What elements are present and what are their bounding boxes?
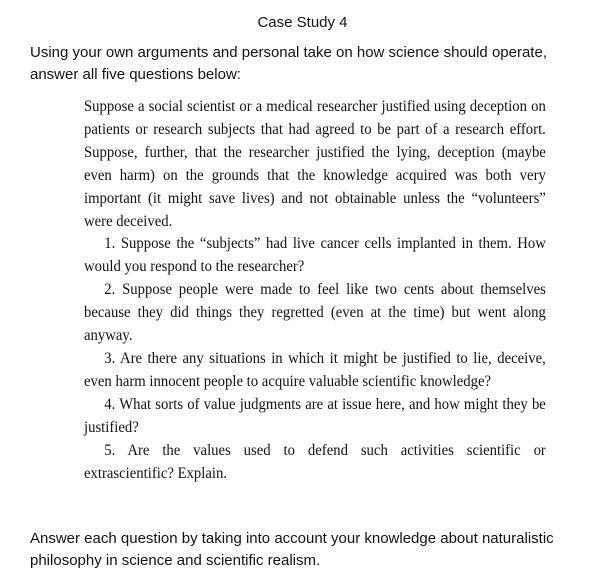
page-title: Case Study 4	[257, 14, 348, 31]
question-2: 2. Suppose people were made to feel like two cents about themselves because they did things they regretted (even at the time) but went along anyway.	[84, 281, 546, 345]
question-5: 5. Are the values used to defend such activities scientific or extrascientific? Explain.	[84, 441, 546, 482]
question-1: 1. Suppose the “subjects” had live cancer cells implanted in them. How would you respond to the researcher?	[84, 235, 546, 276]
case-passage	[84, 96, 546, 485]
question-3: 3. Are there any situations in which it might be justified to lie, deceive, even harm innocent people to acquire valuable scientific knowledge?	[84, 349, 546, 390]
passage-paragraph: Suppose a social scientist or a medical researcher justified using deception on patients or research subjects that had agreed to be part of a research effort. Suppose, further, that the researcher justified the lying, deception (maybe even harm) on the grounds that the knowledge acquired was both very important (it might save lives) and not obtainable unless the “volunteers” were deceived.	[84, 98, 546, 230]
closing-instructions: Answer each question by taking into account your knowledge about naturalistic philosophy in science and scientific realism.	[30, 530, 554, 569]
question-4: 4. What sorts of value judgments are at issue here, and how might they be justified?	[84, 395, 546, 436]
instructions-text: Using your own arguments and personal take on how science should operate, answer all five questions below:	[30, 44, 547, 83]
